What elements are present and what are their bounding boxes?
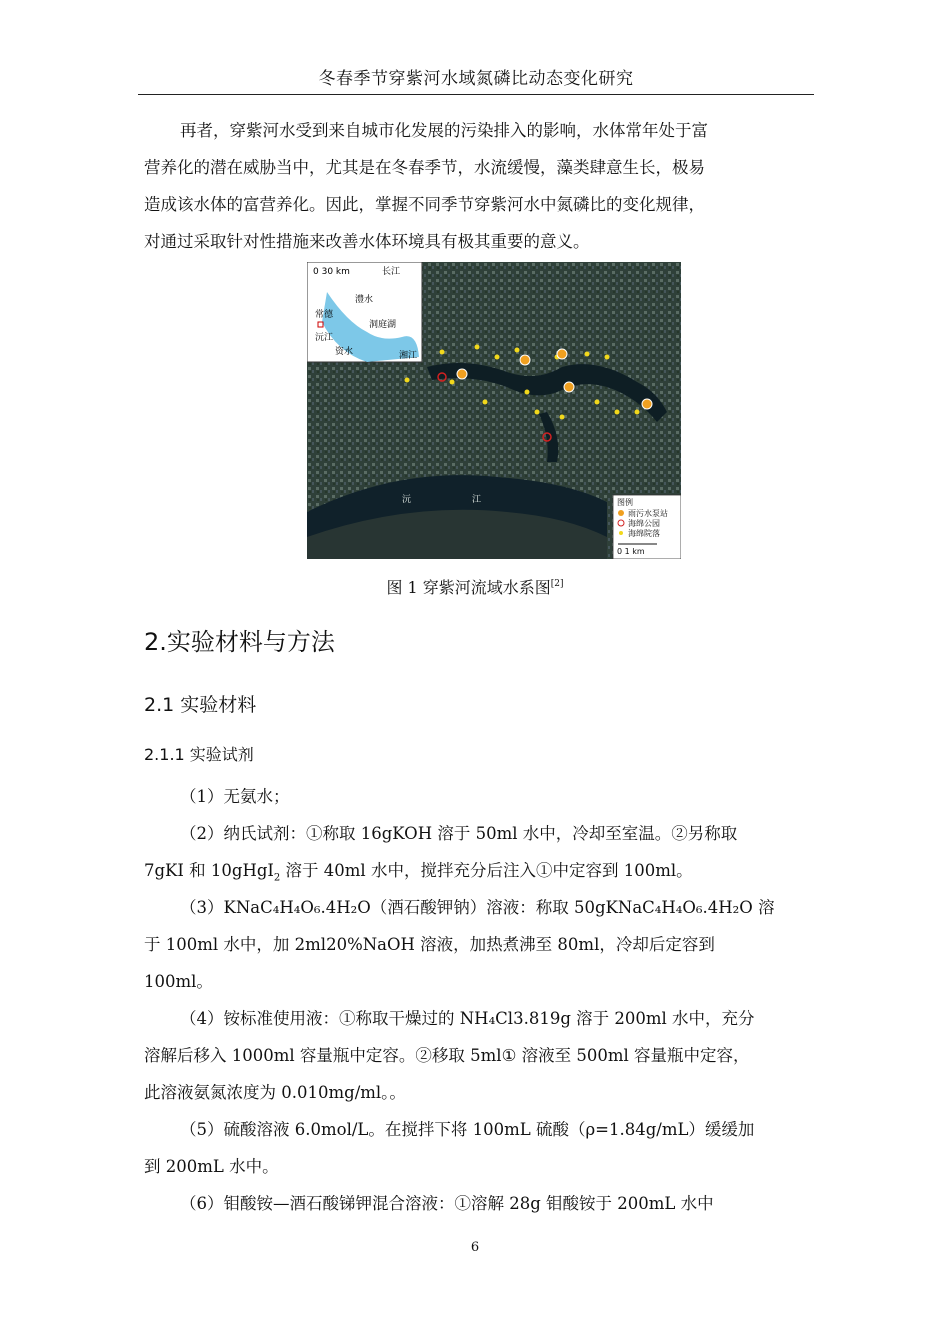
subsubsection-heading: 2.1.1 实验试剂 — [144, 745, 254, 764]
page-number: 6 — [470, 1240, 480, 1255]
legend-item-pump: 雨污水泵站 — [628, 509, 668, 518]
reagent-5-line-1: （5）硫酸溶液 6.0mol/L。在搅拌下将 100mL 硫酸（ρ=1.84g/mL）缓缓加 — [180, 1120, 755, 1139]
reagent-3-line-2: 于 100ml 水中，加 2ml20%NaOH 溶液，加热煮沸至 80ml，冷却后定容到 — [144, 935, 715, 954]
reagent-3-line-3: 100ml。 — [144, 972, 213, 991]
inset-label-yuan: 沅江 — [315, 333, 334, 343]
inset-scale: 0 30 km — [313, 267, 350, 277]
section-heading: 2.实验材料与方法 — [144, 628, 335, 656]
legend-title: 图例 — [617, 498, 633, 507]
river-label-yuan: 沅 — [402, 495, 412, 505]
reagent-4-line-1: （4）铵标准使用液：①称取干燥过的 NH₄Cl3.819g 溶于 200ml 水中，充分 — [180, 1009, 755, 1028]
reagent-4-line-3: 此溶液氨氮浓度为 0.010mg/ml。。 — [144, 1083, 406, 1102]
satellite-map — [307, 262, 681, 559]
reagent-1: （1）无氨水； — [180, 787, 290, 806]
reagent-2-line-1: （2）纳氏试剂：①称取 16gKOH 溶于 50ml 水中，冷却至室温。②另称取 — [180, 824, 738, 843]
intro-line-4: 对通过采取针对性措施来改善水体环境具有极其重要的意义。 — [144, 232, 590, 251]
figure-caption: 图 1 穿紫河流域水系图[2] — [386, 578, 564, 597]
reagent-4-line-2: 溶解后移入 1000ml 容量瓶中定容。②移取 5ml① 溶液至 500ml 容量瓶中定容， — [144, 1046, 750, 1065]
intro-line-1: 再者，穿紫河水受到来自城市化发展的污染排入的影响，水体常年处于富 — [180, 121, 708, 140]
inset-label-zi: 资水 — [335, 347, 354, 357]
intro-line-2: 营养化的潜在威胁当中，尤其是在冬春季节，水流缓慢，藻类肆意生长，极易 — [144, 158, 705, 177]
watershed-map-figure — [307, 262, 681, 559]
reagent-list — [144, 778, 808, 1222]
running-header: 冬春季节穿紫河水域氮磷比动态变化研究 — [318, 69, 634, 89]
intro-paragraph — [144, 112, 808, 260]
intro-line-3: 造成该水体的富营养化。因此，掌握不同季节穿紫河水中氮磷比的变化规律， — [144, 195, 705, 214]
river-label-jiang: 江 — [472, 495, 482, 505]
inset-label-yangtze: 长江 — [382, 267, 401, 277]
map-legend — [613, 495, 681, 559]
reagent-3-line-1: （3）KNaC₄H₄O₆.4H₂O（酒石酸钾钠）溶液：称取 50gKNaC₄H₄O₆.4H₂O 溶 — [180, 898, 775, 917]
inset-label-xiang: 湘江 — [399, 351, 418, 361]
header-rule — [138, 94, 814, 95]
reagent-2-line-2: 7gKI 和 10gHgI$_2$ 溶于 40ml 水中，搅拌充分后注入①中定容到 100ml。 — [144, 861, 693, 884]
reagent-6-line-1: （6）钼酸铵—酒石酸锑钾混合溶液：①溶解 28g 钼酸铵于 200mL 水中 — [180, 1194, 714, 1213]
reagent-5-line-2: 到 200mL 水中。 — [144, 1157, 279, 1176]
inset-label-li: 澧水 — [355, 295, 374, 305]
inset-label-changde: 常德 — [315, 310, 334, 320]
legend-scale: 0 1 km — [617, 547, 645, 556]
legend-item-yard: 海绵院落 — [628, 529, 660, 538]
legend-item-park: 海绵公园 — [628, 519, 660, 528]
subsection-heading: 2.1 实验材料 — [144, 694, 257, 716]
inset-label-dongting: 洞庭湖 — [369, 320, 397, 330]
